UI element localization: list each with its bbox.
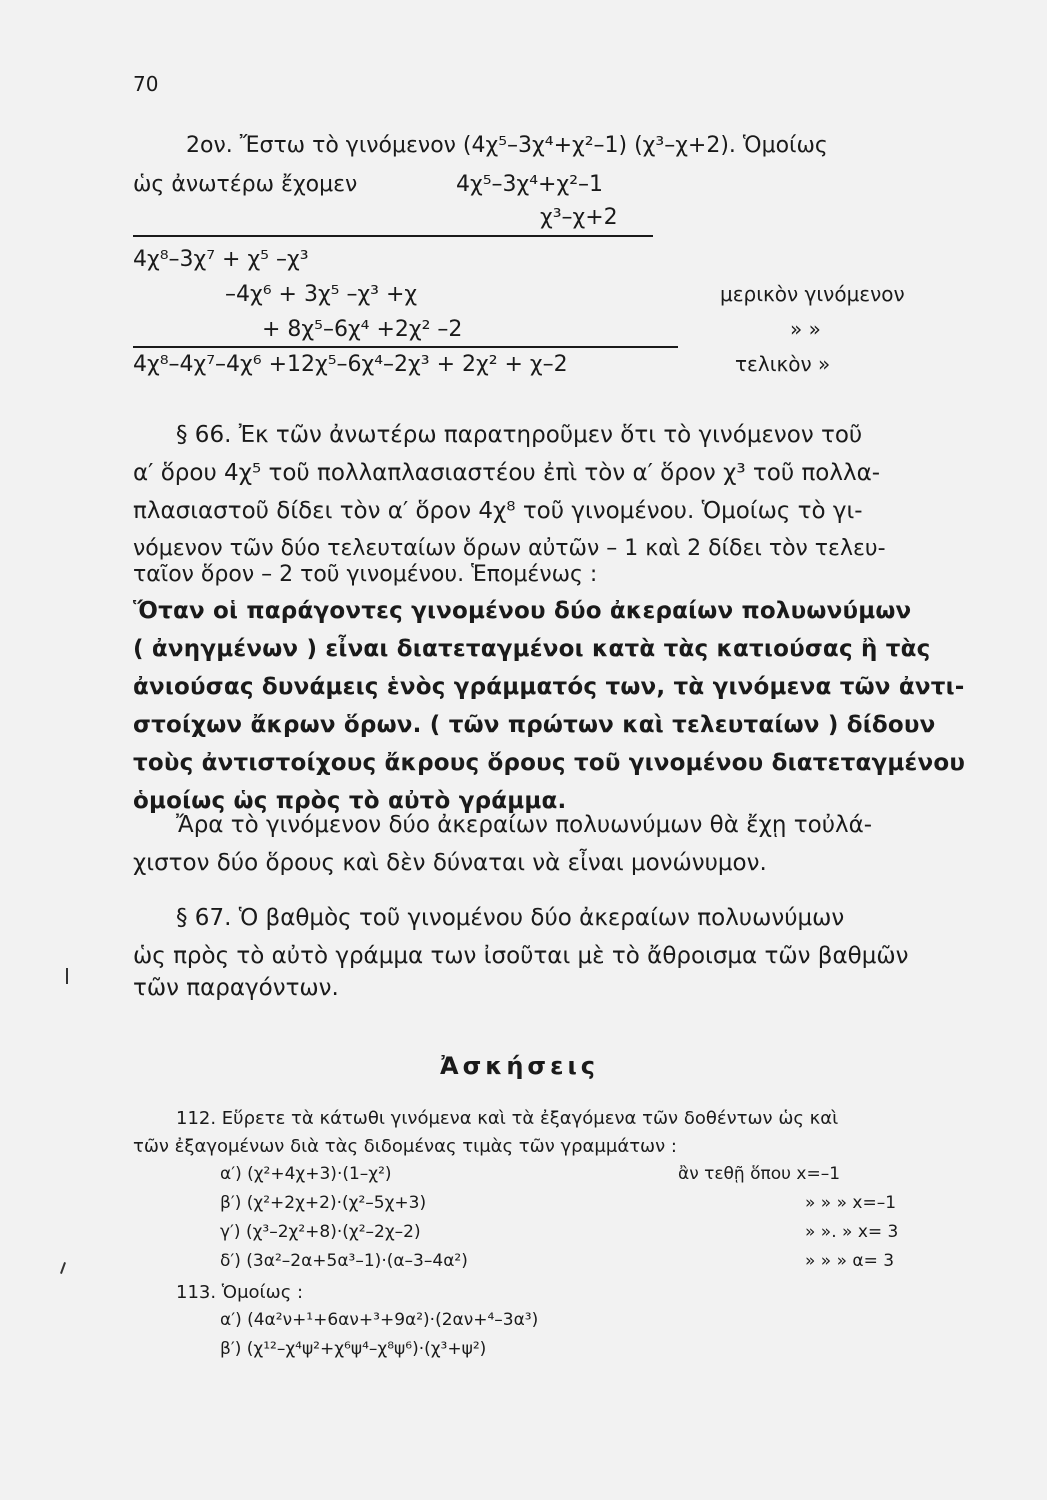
rule-bold-line-6: ὁμοίως ὡς πρὸς τὸ αὐτὸ γράμμα. <box>133 788 567 814</box>
page-number: 70 <box>133 72 159 96</box>
exercise-113-a: α′) (4α²ν+¹+6αν+³+9α²)·(2αν+⁴–3α³) <box>220 1310 539 1330</box>
rule-bold-line-3: ἀνιούσας δυνάμεις ἑνὸς γράμματός των, τὰ γινόμενα τῶν ἀντι- <box>133 674 965 700</box>
partial-row-2-label: μερικὸν γινόμενον <box>720 282 905 306</box>
intro-line-2-label: ὡς ἀνωτέρω ἔχομεν <box>133 172 358 197</box>
exercise-112-d-cond: » » » α= 3 <box>805 1251 895 1271</box>
final-product: 4χ⁸–4χ⁷–4χ⁶ +12χ⁵–6χ⁴–2χ³ + 2χ² + χ–2 <box>133 352 568 377</box>
section-66-line-5: ταῖον ὅρον – 2 τοῦ γινομένου. Ἑπομένως : <box>133 562 598 587</box>
factor-1: 4χ⁵–3χ⁴+χ²–1 <box>456 172 604 197</box>
rule-bold-line-4: στοίχων ἄκρων ὅρων. ( τῶν πρώτων καὶ τελευταίων ) δίδουν <box>133 712 936 738</box>
exercise-112-b: β′) (χ²+2χ+2)·(χ²–5χ+3) <box>220 1193 427 1213</box>
factor-2: χ³–χ+2 <box>540 205 618 230</box>
margin-mark-2 <box>60 1262 66 1274</box>
rule-bold-line-1: Ὅταν οἱ παράγοντες γινομένου δύο ἀκεραίων πολυωνύμων <box>133 598 912 624</box>
intro-line-1: 2ον. Ἔστω τὸ γινόμενον (4χ⁵–3χ⁴+χ²–1) (χ³–χ+2). Ὁμοίως <box>186 133 828 158</box>
conclusion-line-2: χιστον δύο ὅρους καὶ δὲν δύναται νὰ εἶναι μονώνυμον. <box>133 850 767 876</box>
exercise-113-b: β′) (χ¹²–χ⁴ψ²+χ⁶ψ⁴–χ⁸ψ⁶)·(χ³+ψ²) <box>220 1339 487 1359</box>
partial-row-2: –4χ⁶ + 3χ⁵ –χ³ +χ <box>225 282 418 307</box>
rule-bold-line-5: τοὺς ἀντιστοίχους ἄκρους ὅρους τοῦ γινομένου διατεταγμένου <box>133 750 966 776</box>
section-67-line-2: ὡς πρὸς τὸ αὐτὸ γράμμα των ἰσοῦται μὲ τὸ ἄθροισμα τῶν βαθμῶν <box>133 943 909 969</box>
section-66-line-3: πλασιαστοῦ δίδει τὸν α′ ὅρον 4χ⁸ τοῦ γινομένου. Ὁμοίως τὸ γι- <box>133 498 863 524</box>
rule-bold-line-2: ( ἀνηγμένων ) εἶναι διατεταγμένοι κατὰ τὰς κατιούσας ἢ τὰς <box>133 636 931 662</box>
exercise-112-line-2: τῶν ἐξαγομένων διὰ τὰς διδομένας τιμὰς τῶν γραμμάτων : <box>133 1136 677 1157</box>
section-67-line-1: § 67. Ὁ βαθμὸς τοῦ γινομένου δύο ἀκεραίων πολυωνύμων <box>176 905 845 931</box>
partial-row-1: 4χ⁸–3χ⁷ + χ⁵ –χ³ <box>133 247 309 272</box>
margin-mark <box>66 968 68 984</box>
section-67-line-3: τῶν παραγόντων. <box>133 975 339 1001</box>
section-66-line-4: νόμενον τῶν δύο τελευταίων ὅρων αὐτῶν – 1 καὶ 2 δίδει τὸν τελευ- <box>133 536 886 561</box>
final-product-label: τελικὸν » <box>735 352 831 376</box>
rule-top <box>133 235 653 237</box>
section-66-line-2: α′ ὅρου 4χ⁵ τοῦ πολλαπλασιαστέου ἐπὶ τὸν α′ ὅρον χ³ τοῦ πολλα- <box>133 460 881 486</box>
partial-row-3: + 8χ⁵–6χ⁴ +2χ² –2 <box>262 317 463 342</box>
exercise-112-c-cond: » ». » x= 3 <box>805 1222 899 1242</box>
exercise-112-c: γ′) (χ³–2χ²+8)·(χ²–2χ–2) <box>220 1222 421 1242</box>
section-66-line-1: § 66. Ἐκ τῶν ἀνωτέρω παρατηροῦμεν ὅτι τὸ γινόμενον τοῦ <box>176 422 863 448</box>
exercise-112-b-cond: » » » x=–1 <box>805 1193 897 1213</box>
exercise-112-line-1: 112. Εὕρετε τὰ κάτωθι γινόμενα καὶ τὰ ἐξαγόμενα τῶν δοθέντων ὡς καὶ <box>176 1108 839 1129</box>
exercise-112-a: α′) (χ²+4χ+3)·(1–χ²) <box>220 1164 392 1184</box>
exercise-113-title: 113. Ὁμοίως : <box>176 1282 304 1303</box>
partial-row-3-label: » » <box>790 317 821 341</box>
conclusion-line-1: Ἄρα τὸ γινόμενον δύο ἀκεραίων πολυωνύμων θὰ ἔχῃ τοὐλά- <box>176 812 873 838</box>
rule-bottom <box>133 346 678 348</box>
exercises-heading: Ἀσκήσεις <box>440 1052 600 1080</box>
exercise-112-a-cond: ἂν τεθῇ ὅπου x=–1 <box>678 1164 841 1184</box>
exercise-112-d: δ′) (3α²–2α+5α³–1)·(α–3–4α²) <box>220 1251 468 1271</box>
